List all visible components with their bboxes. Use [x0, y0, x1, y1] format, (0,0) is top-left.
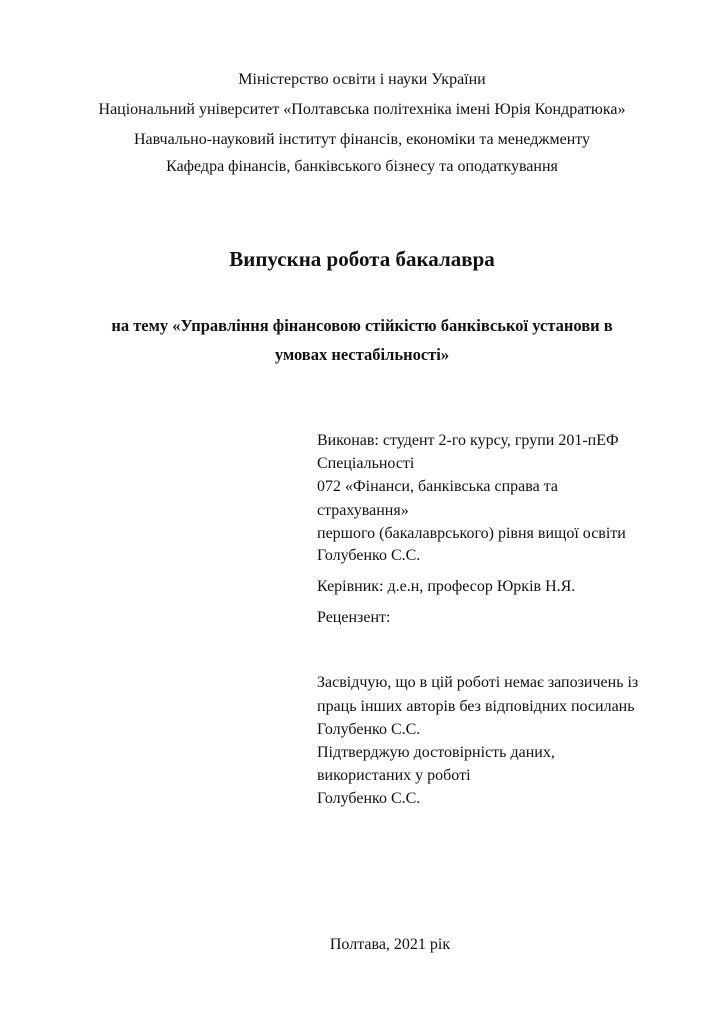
- university-line: Національний університет «Полтавська політехніка імені Юрія Кондратюка»: [98, 101, 626, 118]
- certification-signature: Голубенко С.С.: [317, 721, 421, 738]
- certification-signature: Голубенко С.С.: [317, 790, 421, 807]
- author-line: 072 «Фінанси, банківська справа та: [317, 478, 558, 495]
- institute-line: Навчально-науковий інститут фінансів, економіки та менеджменту: [133, 131, 591, 148]
- author-name: Голубенко С.С.: [317, 547, 421, 564]
- certification-line: Засвідчую, що в цій роботі немає запозичень із: [317, 674, 639, 691]
- author-line: першого (бакалаврського) рівня вищої освіти: [317, 525, 626, 542]
- author-line: Спеціальності: [317, 455, 415, 472]
- topic-line-1: на тему «Управління фінансовою стійкістю банківської установи в: [111, 316, 613, 335]
- certification-line: Підтверджую достовірність даних,: [317, 744, 555, 761]
- supervisor-line: Керівник: д.е.н, професор Юрків Н.Я.: [317, 578, 576, 595]
- author-line: страхування»: [317, 502, 409, 519]
- author-line: Виконав: студент 2-го курсу, групи 201-пЕФ: [317, 432, 619, 449]
- department-line: Кафедра фінансів, банківського бізнесу та оподаткування: [166, 158, 558, 175]
- reviewer-line: Рецензент:: [317, 609, 391, 626]
- certification-line: використаних у роботі: [317, 767, 471, 784]
- ministry-line: Міністерство освіти і науки України: [238, 71, 486, 88]
- place-year: Полтава, 2021 рік: [329, 936, 451, 953]
- topic-line-2: умовах нестабільності»: [274, 345, 450, 364]
- certification-line: праць інших авторів без відповідних посилань: [317, 698, 635, 715]
- document-title: Випускна робота бакалавра: [229, 247, 495, 271]
